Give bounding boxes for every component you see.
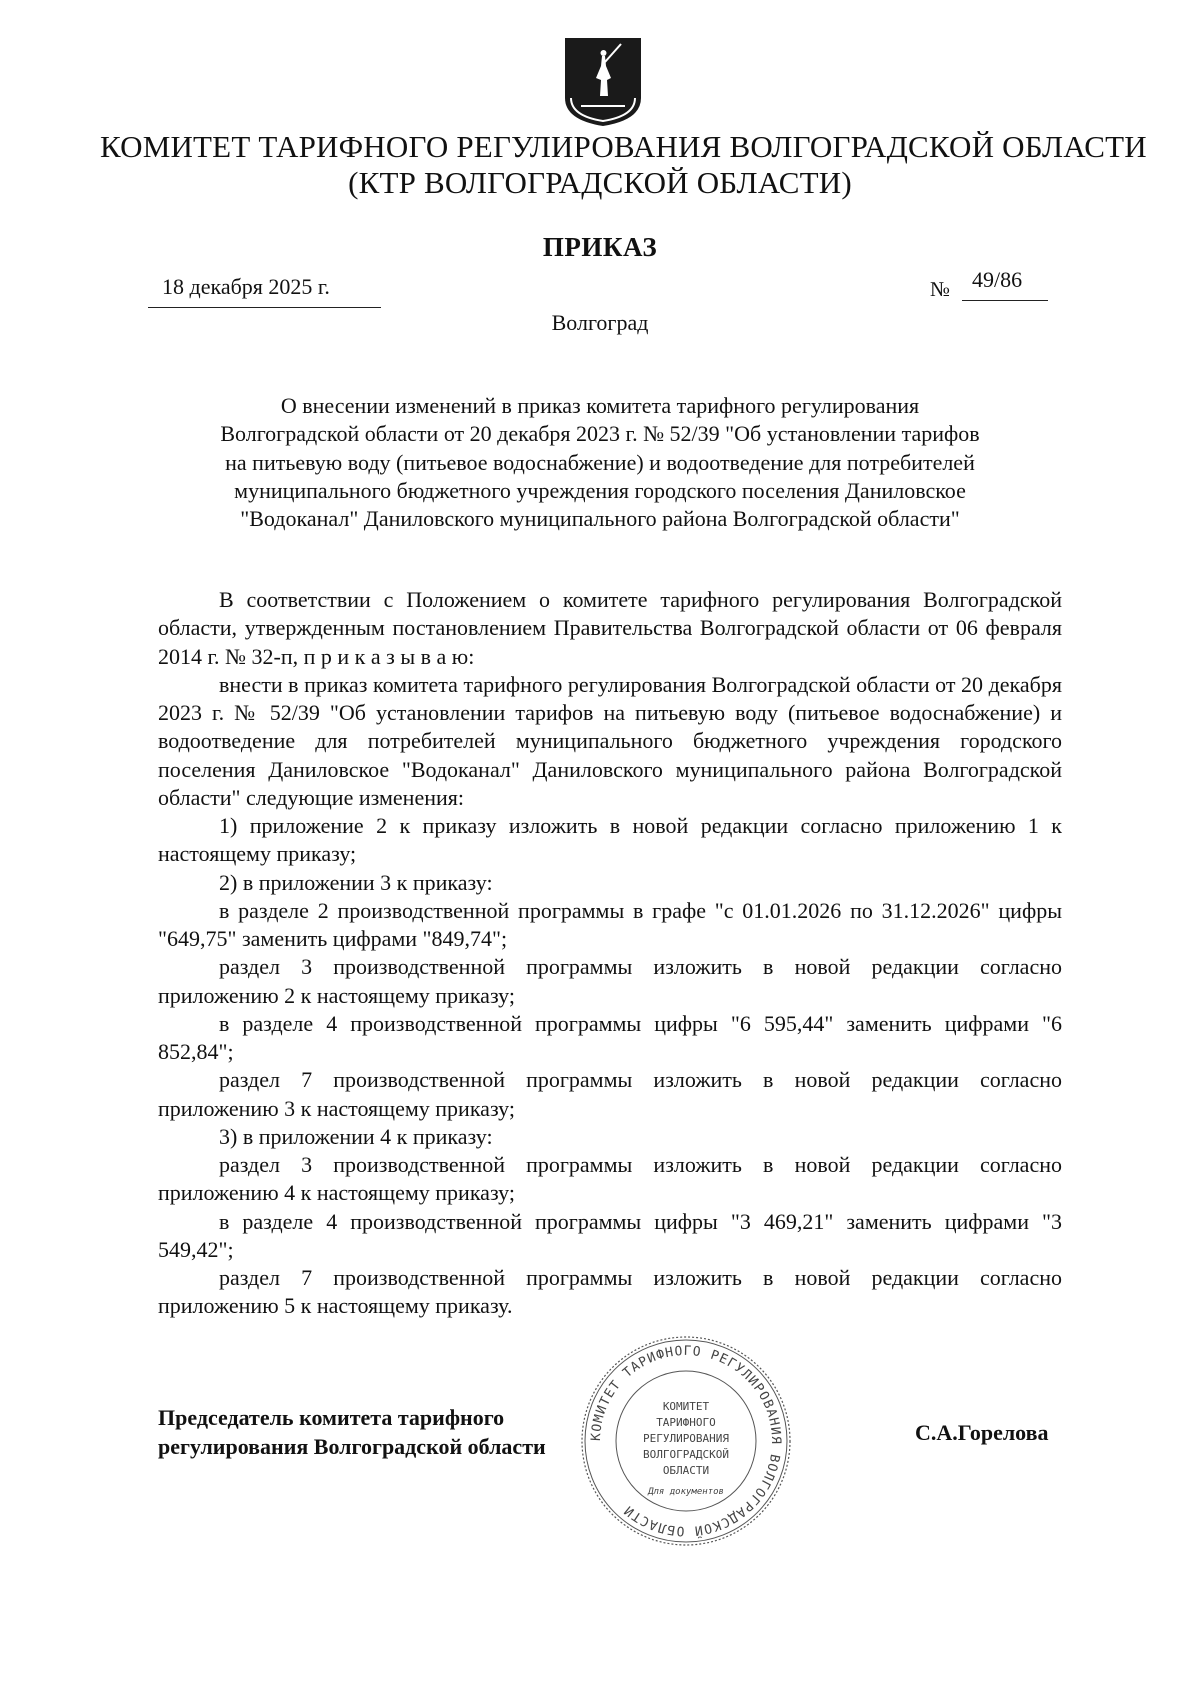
seal-inner-line: ВОЛГОГРАДСКОЙ bbox=[642, 1448, 730, 1461]
subject-line: на питьевую воду (питьевое водоснабжение) и водоотведение для потребителей bbox=[225, 449, 975, 475]
body-paragraph: раздел 7 производственной программы изложить в новой редакции согласно приложению 5 к настоящему приказу. bbox=[158, 1265, 1062, 1319]
organization-name: КОМИТЕТ ТАРИФНОГО РЕГУЛИРОВАНИЯ ВОЛГОГРАДСКОЙ ОБЛАСТИ bbox=[100, 129, 1147, 164]
document-type-title: ПРИКАЗ bbox=[542, 232, 658, 262]
body-paragraph: В соответствии с Положением о комитете тарифного регулирования Волгоградской области, утвержденным постановлением Правительства Волгоградской области от 06 февраля 2014 г. № 32-п, п р и к а з ы в а ю: bbox=[158, 587, 1062, 669]
volgograd-coat-of-arms-icon bbox=[561, 36, 645, 128]
seal-bottom-text: Для документов bbox=[648, 1487, 724, 1497]
body-paragraph: 2) в приложении 3 к приказу: bbox=[219, 869, 493, 895]
body-paragraph: внести в приказ комитета тарифного регулирования Волгоградской области от 20 декабря 2023 г. № 52/39 "Об установлении тарифов на питьевую воду (питьевое водоснабжение) и водоотведение для потребителей муниципального бюджетного учреждения городского поселения Даниловское "Водоканал" Даниловского муниципального района Волгоградской области" следующие изменения: bbox=[158, 671, 1062, 810]
seal-outer-text: КОМИТЕТ ТАРИФНОГО РЕГУЛИРОВАНИЯ ВОЛГОГРАДСКОЙ ОБЛАСТИ bbox=[588, 1343, 784, 1539]
body-paragraph: раздел 7 производственной программы изложить в новой редакции согласно приложению 3 к настоящему приказу; bbox=[158, 1067, 1062, 1121]
order-number-label: № bbox=[930, 277, 951, 301]
body-paragraph: в разделе 2 производственной программы в графе "с 01.01.2026 по 31.12.2026" цифры "649,75" заменить цифрами "849,74"; bbox=[158, 897, 1062, 951]
subject-line: О внесении изменений в приказ комитета тарифного регулирования bbox=[280, 393, 920, 418]
signatory-position-line: Председатель комитета тарифного bbox=[158, 1405, 505, 1430]
city: Волгоград bbox=[551, 310, 649, 335]
body-paragraph: раздел 3 производственной программы изложить в новой редакции согласно приложению 2 к настоящему приказу; bbox=[158, 954, 1062, 1008]
date-underline bbox=[148, 307, 381, 308]
body-paragraph: в разделе 4 производственной программы цифры "6 595,44" заменить цифрами "6 852,84"; bbox=[158, 1010, 1062, 1064]
order-date: 18 декабря 2025 г. bbox=[162, 274, 330, 299]
order-body bbox=[158, 586, 1062, 1321]
official-seal bbox=[575, 1330, 797, 1552]
organization-short-name: (КТР ВОЛГОГРАДСКОЙ ОБЛАСТИ) bbox=[348, 165, 852, 200]
seal-inner-line: РЕГУЛИРОВАНИЯ bbox=[642, 1432, 730, 1445]
signatory-name: С.А.Горелова bbox=[915, 1420, 1049, 1445]
body-paragraph: раздел 3 производственной программы изложить в новой редакции согласно приложению 4 к настоящему приказу; bbox=[158, 1152, 1062, 1206]
body-paragraph: 3) в приложении 4 к приказу: bbox=[219, 1123, 493, 1149]
seal-inner-line: КОМИТЕТ bbox=[662, 1400, 710, 1413]
number-underline bbox=[962, 300, 1048, 301]
subject-line: "Водоканал" Даниловского муниципального района Волгоградской области" bbox=[240, 506, 960, 532]
seal-inner-line: ОБЛАСТИ bbox=[662, 1464, 710, 1477]
signatory-position bbox=[158, 1403, 546, 1461]
body-paragraph: 1) приложение 2 к приказу изложить в новой редакции согласно приложению 1 к настоящему приказу; bbox=[158, 813, 1062, 867]
body-paragraph: в разделе 4 производственной программы цифры "3 469,21" заменить цифрами "3 549,42"; bbox=[158, 1208, 1062, 1262]
order-subject bbox=[150, 392, 1050, 533]
subject-line: муниципального бюджетного учреждения городского поселения Даниловское bbox=[234, 477, 966, 503]
subject-line: Волгоградской области от 20 декабря 2023 г. № 52/39 "Об установлении тарифов bbox=[220, 421, 980, 447]
signatory-position-line: регулирования Волгоградской области bbox=[158, 1434, 546, 1459]
seal-inner-line: ТАРИФНОГО bbox=[656, 1416, 716, 1429]
order-number: 49/86 bbox=[972, 267, 1023, 292]
